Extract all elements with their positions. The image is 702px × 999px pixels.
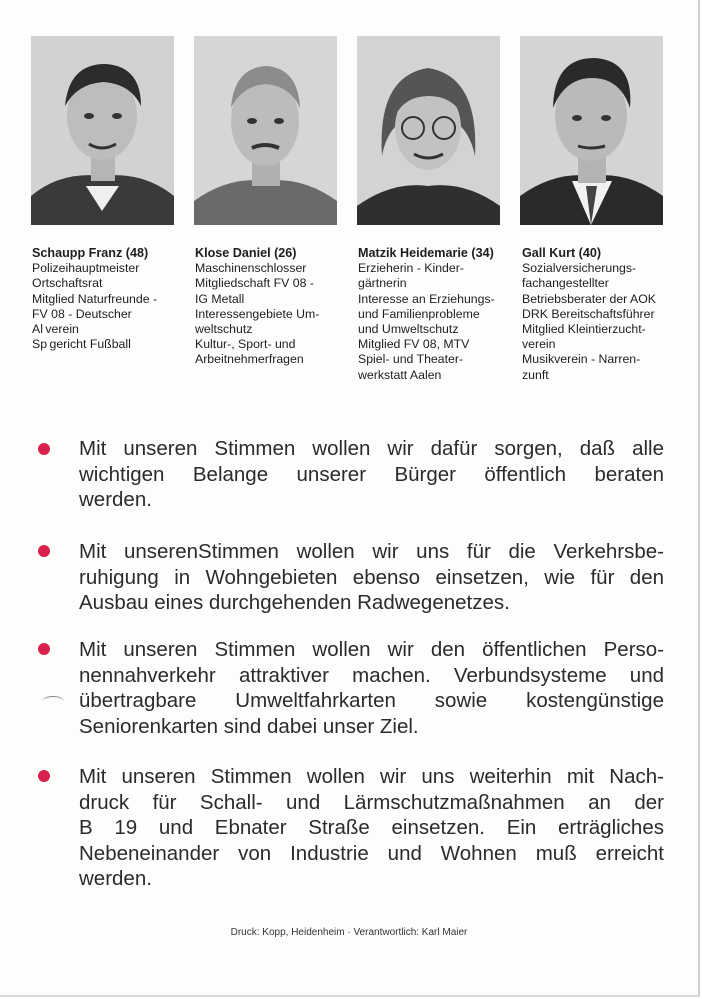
- candidate-detail: Sozialversicherungs-: [522, 261, 637, 276]
- candidate-name: Klose Daniel (26): [195, 246, 297, 260]
- candidate-detail: Polizeihauptmeister: [32, 261, 140, 276]
- candidate-detail: fachangestellter: [522, 276, 609, 291]
- text-line: nennahverkehr attraktiver machen. Verbundsysteme und: [79, 663, 664, 687]
- candidate-detail: Mitglied Naturfreunde -: [32, 291, 158, 306]
- candidate-photo: [520, 36, 663, 225]
- candidate-detail: Mitgliedschaft FV 08 -: [195, 276, 314, 291]
- text-line: druck für Schall- und Lärmschutzmaßnahmen an der: [79, 790, 664, 814]
- candidate-detail: Maschinenschlosser: [195, 261, 307, 276]
- bullet-text: [79, 436, 664, 513]
- candidate-name: Schaupp Franz (48): [32, 246, 149, 260]
- candidate-name: Gall Kurt (40): [522, 246, 602, 260]
- candidate-detail: Spiel- und Theater-: [358, 352, 464, 367]
- candidate-detail: FV 08 - Deutscher: [32, 306, 132, 321]
- candidate-info: [522, 246, 682, 383]
- text-line: Nebeneinander von Industrie und Wohnen muß erreicht: [79, 841, 664, 865]
- text-line: Mit unserenStimmen wollen wir uns für die Verkehrsbe-: [79, 540, 664, 563]
- text-line: Mit unseren Stimmen wollen wir den öffentlichen Perso-: [79, 638, 664, 661]
- bullet-dot-icon: [38, 770, 50, 782]
- candidate-detail: IG Metall: [195, 291, 245, 306]
- candidate-detail: DRK Bereitschaftsführer: [522, 306, 655, 321]
- candidate-detail: Mitglied FV 08, MTV: [358, 337, 470, 352]
- candidate-detail: werkstatt Aalen: [358, 367, 442, 382]
- text-line: wichtigen Belange unserer Bürger öffentlich beraten: [79, 462, 664, 486]
- candidate-photo: [357, 36, 500, 225]
- candidate-detail: Musikverein - Narren-: [522, 352, 641, 367]
- bullet-dot-icon: [38, 643, 50, 655]
- candidate-detail: Interessengebiete Um-: [195, 306, 320, 321]
- text-line: ruhigung in Wohngebieten ebenso einsetzen, wie für den: [79, 565, 664, 589]
- bullet-dot-icon: [38, 545, 50, 557]
- candidate-detail: und Umweltschutz: [358, 322, 459, 337]
- text-line: werden.: [79, 867, 152, 890]
- candidate-detail: verein: [522, 337, 556, 352]
- text-line: werden.: [79, 488, 152, 511]
- candidate-detail: Al verein: [32, 322, 79, 337]
- text-line: Mit unseren Stimmen wollen wir uns weiterhin mit Nach-: [79, 765, 664, 788]
- bullet-text: [79, 539, 664, 616]
- candidate-detail: Mitglied Kleintierzucht-: [522, 322, 646, 337]
- candidate-detail: zunft: [522, 367, 549, 382]
- candidate-name: Matzik Heidemarie (34): [358, 246, 494, 260]
- candidate-info: [195, 246, 355, 368]
- candidate-detail: Interesse an Erziehungs-: [358, 291, 495, 306]
- bullet-text: [79, 637, 664, 739]
- candidate-info: [358, 246, 518, 383]
- candidate-photo: [31, 36, 174, 225]
- text-line: Ausbau eines durchgehenden Radwegenetzes.: [79, 591, 510, 614]
- candidate-detail: Sp gericht Fußball: [32, 337, 131, 352]
- candidate-detail: weltschutz: [195, 322, 253, 337]
- candidate-detail: Ortschaftsrat: [32, 276, 103, 291]
- text-line: Mit unseren Stimmen wollen wir dafür sorgen, daß alle: [79, 437, 664, 460]
- paper-scuff: [42, 696, 64, 707]
- candidate-detail: und Familienprobleme: [358, 306, 480, 321]
- candidate-detail: Arbeitnehmerfragen: [195, 352, 304, 367]
- text-line: übertragbare Umweltfahrkarten sowie kostengünstige: [79, 689, 664, 712]
- text-line: Seniorenkarten sind dabei unser Ziel.: [79, 714, 419, 738]
- bullet-text: [79, 764, 664, 892]
- candidate-detail: Kultur-, Sport- und: [195, 337, 296, 352]
- candidate-info: [32, 246, 192, 352]
- bullet-dot-icon: [38, 443, 50, 455]
- candidate-photo: [194, 36, 337, 225]
- candidate-detail: Betriebsberater der AOK: [522, 291, 656, 306]
- candidate-detail: gärtnerin: [358, 276, 407, 291]
- footer-imprint: Druck: Kopp, Heidenheim · Verantwortlich: Karl Maier: [230, 927, 468, 938]
- text-line: B 19 und Ebnater Straße einsetzen. Ein erträgliches: [79, 816, 664, 839]
- candidate-detail: Erzieherin - Kinder-: [358, 261, 464, 276]
